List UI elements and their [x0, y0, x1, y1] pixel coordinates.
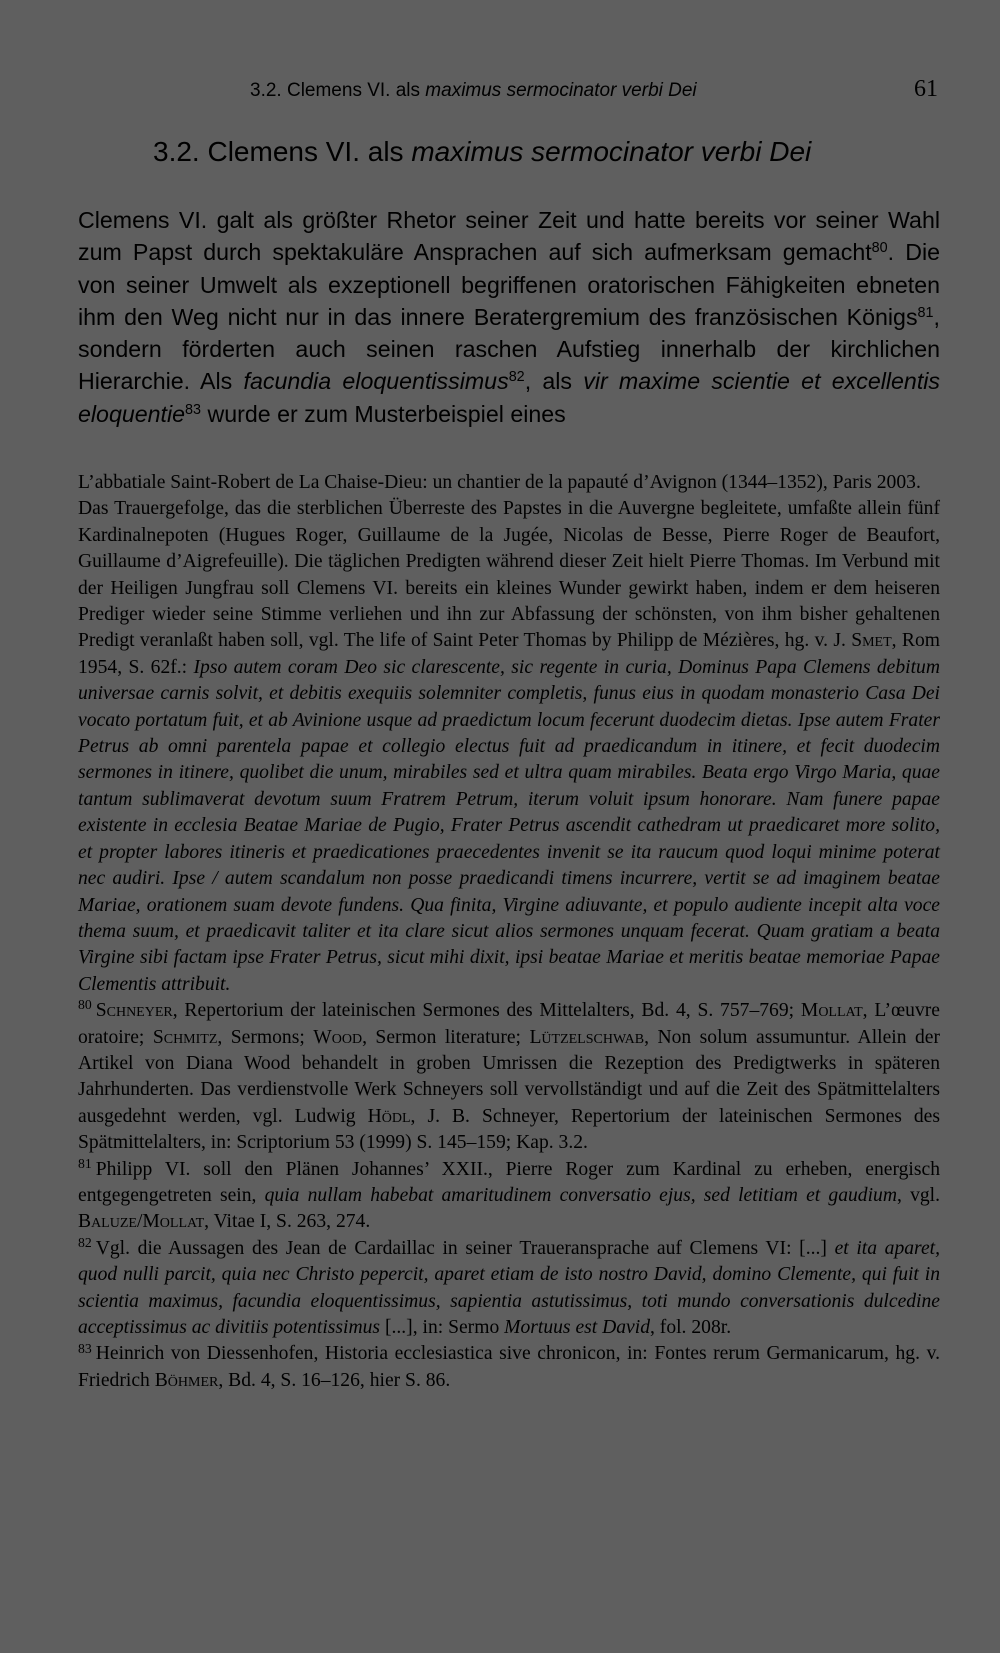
- footnote-81: $^{81}$ Philipp VI. soll den Plänen Johannes’ XXII., Pierre Roger zum Kardinal zu erheben, energisch entgegengetreten sein, quia nullam habebat amaritudinem conversatio ejus, sed letitiam et gaudium, vgl. Baluze/Mollat, Vitae I, S. 263, 274.: [78, 1155, 940, 1233]
- footnote-ref-83[interactable]: 83: [185, 401, 202, 418]
- footnote-83: $^{83}$ Heinrich von Diessenhofen, Historia ecclesiastica sive chronicon, in: Fontes rerum Germanicarum, hg. v. Friedrich Böhmer, Bd. 4, S. 16–126, hier S. 86.: [78, 1340, 940, 1391]
- footnote-ref-82[interactable]: 82: [508, 369, 525, 386]
- section-heading: 3.2. Clemens VI. als maximus sermocinator verbi Dei: [153, 136, 812, 167]
- footnote-80: $^{80}$ Schneyer, Repertorium der lateinischen Sermones des Mittelalters, Bd. 4, S. 757–769; Mollat, L’œuvre oratoire; Schmitz, Sermons; Wood, Sermon literature; Lützelschwab, Non solum assumuntur. Allein der Artikel von Diana Wood behandelt in groben Umrissen die Rezeption des Predigtwerks in späteren Jahrhunderten. Das verdienstvolle Werk Schneyers soll vervollständigt und auf die Zeit des Spätmittelalters ausgedehnt werden, vgl. Ludwig Hödl, J. B. Schneyer, Repertorium der lateinischen Sermones des Spätmittelalters, in: Scriptorium 53 (1999) S. 145–159; Kap. 3.2.: [78, 997, 940, 1154]
- footnote-ref-80[interactable]: 80: [871, 240, 888, 257]
- footnote-continuation-2: Das Trauergefolge, das die sterblichen Überreste des Papstes in die Auvergne begleitete, umfaßte allein fünf Kardinalnepoten (Hugues Roger, Guillaume de la Jugée, Nicolas de Besse, Pierre Roger de Beaufort, Guillaume d’Aigrefeuille). Die täglichen Predigten während dieser Zeit hielt Pierre Thomas. Im Verbund mit der Heiligen Jungfrau soll Clemens VI. bereits ein kleines Wunder gewirkt haben, indem er dem heiseren Prediger wieder seine Stimme verliehen und ihn zur Abfassung der schönsten, von ihm bisher gehaltenen Predigt veranlaßt haben soll, vgl. The life of Saint Peter Thomas by Philipp de Mézières, hg. v. J. Smet, Rom 1954, S. 62f.: Ipso autem coram Deo sic clarescente, sic regente in curia, Dominus Papa Clemens debitum universae carnis solvit, et debitis exequiis solemniter completis, funus eius in quodam monasterio Casa Dei vocato portatum fuit, et ab Avinione usque ad praedictum locum fecerunt duodecim dietas. Ipse autem Frater Petrus ab omni parentela papae et collegio electus fuit ad praedicandum in itinere, et fecit duodecim sermones in itinere, quolibet die unum, mirabiles sed et ultra quam mirabiles. Beata ergo Virgo Maria, quae tantum sublimaverat devotum suum Fratrem Petrum, iterum voluit ipsum honorare. Nam funere papae existente in ecclesia Beatae Mariae de Pugio, Frater Petrus ascendit cathedram ut praedicaret more solito, et propter labores itineris et praedicationes praecedentes invenit se ita raucum quod loqui minime poterat nec audiri. Ipse / autem scandalum non posse praedicandi timens incurrere, vertit se ad imaginem beatae Mariae, orationem suam devote fundens. Qua finita, Virgine adiuvante, et populo audiente incepit alta voce thema suum, et praedicavit taliter et ita clare sicut alios sermones unquam fecerat. Quam gratiam a beata Virgine sibi factam ipse Frater Petrus, sicut mihi dixit, ipsi beatae Mariae et meritis beatae memoriae Papae Clementis attribuit.: [78, 498, 940, 995]
- footnote-number: 82: [78, 1234, 92, 1250]
- footnote-continuation: L’abbatiale Saint-Robert de La Chaise-Dieu: un chantier de la papauté d’Avignon (1344–1352), Paris 2003.: [78, 472, 921, 493]
- running-head-title: 3.2. Clemens VI. als maximus sermocinator verbi Dei: [250, 80, 697, 101]
- running-head: [78, 76, 940, 106]
- footnotes: [78, 470, 940, 1394]
- footnote-82: $^{82}$ Vgl. die Aussagen des Jean de Cardaillac in seiner Traueransprache auf Clemens VI: [...] et ita aparet, quod nulli parcit, quia nec Christo pepercit, aparet etiam de isto nostro David, domino Clemente, qui fuit in scientia maximus, facundia eloquentissimus, sapientia astutissimus, toti mundo conversationis dulcedine acceptissimus ac divitiis potentissimus [...], in: Sermo Mortuus est David, fol. 208r.: [78, 1234, 940, 1338]
- footnote-number: 81: [78, 1155, 92, 1171]
- footnote-number: 80: [78, 997, 92, 1013]
- footnote-ref-81[interactable]: 81: [917, 304, 934, 321]
- footnote-number: 83: [78, 1340, 92, 1356]
- page-number: 61: [914, 76, 938, 102]
- body-paragraph: Clemens VI. galt als größter Rhetor seiner Zeit und hatte bereits vor seiner Wahl zum Papst durch spektakuläre Ansprachen auf sich aufmerksam gemacht$^{80}$. Die von seiner Umwelt als exzeptionell begriffenen oratorischen Fähigkeiten ebneten ihm den Weg nicht nur in das innere Beratergremium des französischen Königs$^{81}$, sondern förderten auch seinen raschen Aufstieg innerhalb der kirchlichen Hierarchie. Als facundia eloquentissimus$^{82}$, als vir maxime scientie et excellentis eloquentie$^{83}$ wurde er zum Musterbeispiel eines: [78, 207, 941, 427]
